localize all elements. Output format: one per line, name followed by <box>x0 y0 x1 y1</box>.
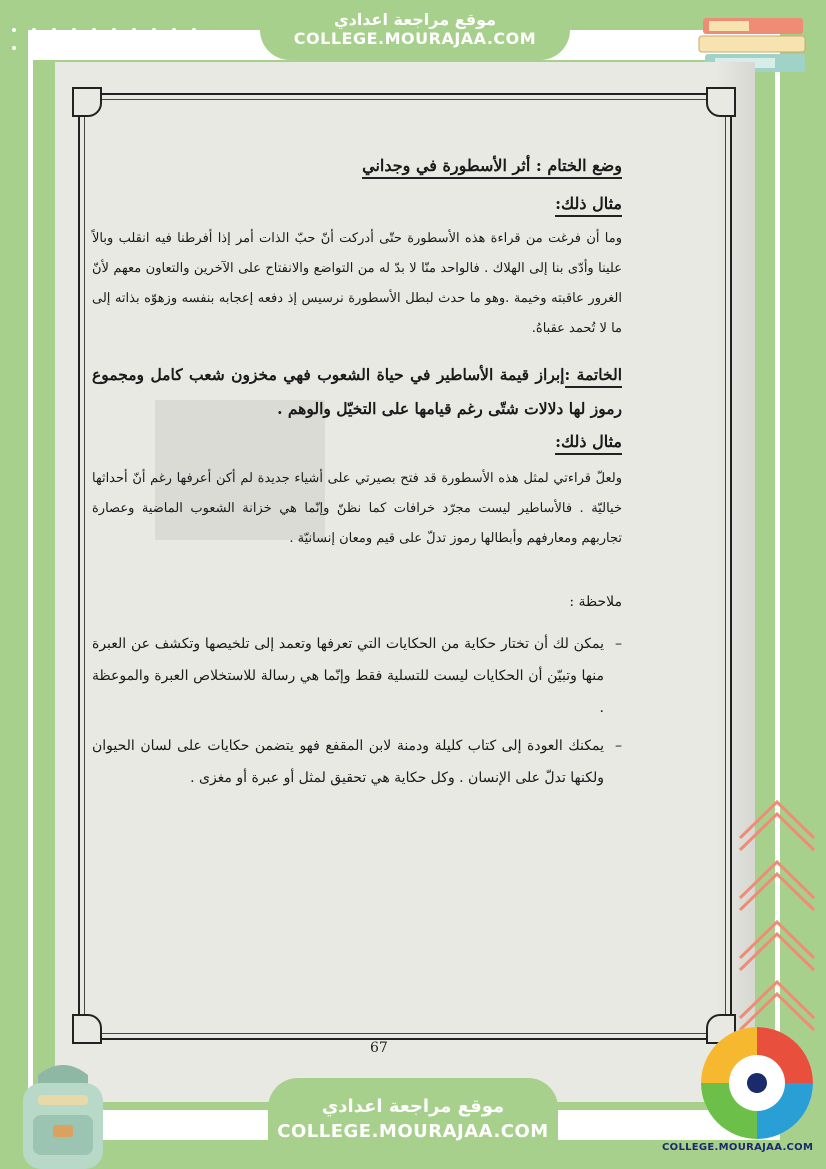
conclusion-text: إبراز قيمة الأساطير في حياة الشعوب فهي مخزون شعب كامل ومجموع رموز لها دلالات شتّى رغم قيامها على التخيّل والوهم . <box>92 365 622 418</box>
logo-text[interactable]: COLLEGE.MOURAJAA.COM <box>662 1142 814 1153</box>
note-label: ملاحظة : <box>569 594 622 610</box>
page-number: 67 <box>370 1040 388 1056</box>
site-logo-icon[interactable] <box>697 1023 817 1143</box>
conclusion-paragraph <box>92 358 622 426</box>
example-text-2: ولعلّ قراءتي لمثل هذه الأسطورة قد فتح بصيرتي على أشياء جديدة لم أكن أعرفها رغم أنّ أحداثها خياليّة . فالأساطير ليست مجرّد خرافات كما نظنّ وإنّما هي خزانة الشعوب الماضية وعصارة تجاربهم ومعارفهم وأبطالها رموز تدلّ على قيم ومعان إنسانيّة . <box>92 471 622 546</box>
example-label-1: مثال ذلك: <box>555 194 622 213</box>
notes-list <box>92 628 622 794</box>
section-heading: وضع الختام : أثر الأسطورة في وجداني <box>362 156 622 175</box>
conclusion-label: الخاتمة : <box>565 365 623 388</box>
frame-corner <box>706 87 736 117</box>
header-banner[interactable] <box>260 0 570 60</box>
header-site-name: موقع مراجعة اعدادي <box>333 10 497 29</box>
list-item: – يمكن لك أن تختار حكاية من الحكايات التي تعرفها وتعمد إلى تلخيصها وتكشف عن العبرة منها وتبيّن أن الحكايات ليست للتسلية فقط وإنّما هي رسالة للاستخلاص العبرة والموعظة . <box>92 636 622 716</box>
footer-site-name: موقع مراجعة اعدادي <box>321 1096 505 1117</box>
frame-corner <box>72 1014 102 1044</box>
chevron-up-icon <box>732 790 822 1050</box>
decorative-dots <box>12 28 202 56</box>
example-text-1: وما أن فرغت من قراءة هذه الأسطورة حتّى أدركت أنّ حبّ الذات أمر إذا أفرطنا فيه انقلب وبالاً علينا وأدّى بنا إلى الهلاك . فالواحد منّا لا بدّ له من التواضع والانفتاح على الآخرين والتعاون معهم لأنّ الغرور عاقبته وخيمة .وهو ما حدث لبطل الأسطورة نرسيس إذ دفعه إعجابه بنفسه وزهوّه بذاته إلى ما لا تُحمد عقباهُ. <box>92 231 622 336</box>
header-site-url[interactable]: COLLEGE.MOURAJAA.COM <box>293 29 537 48</box>
footer-site-url[interactable]: COLLEGE.MOURAJAA.COM <box>277 1121 549 1142</box>
backpack-icon <box>8 1055 118 1169</box>
example-label-2: مثال ذلك: <box>555 432 622 451</box>
list-item: – يمكنك العودة إلى كتاب كليلة ودمنة لابن المقفع فهو يتضمن حكايات على لسان الحيوان ولكنها تدلّ على الإنسان . وكل حكاية هي تحقيق لمثل أو عبرة أو مغزى . <box>92 738 622 786</box>
footer-banner[interactable] <box>268 1078 558 1168</box>
frame-corner <box>72 87 102 117</box>
